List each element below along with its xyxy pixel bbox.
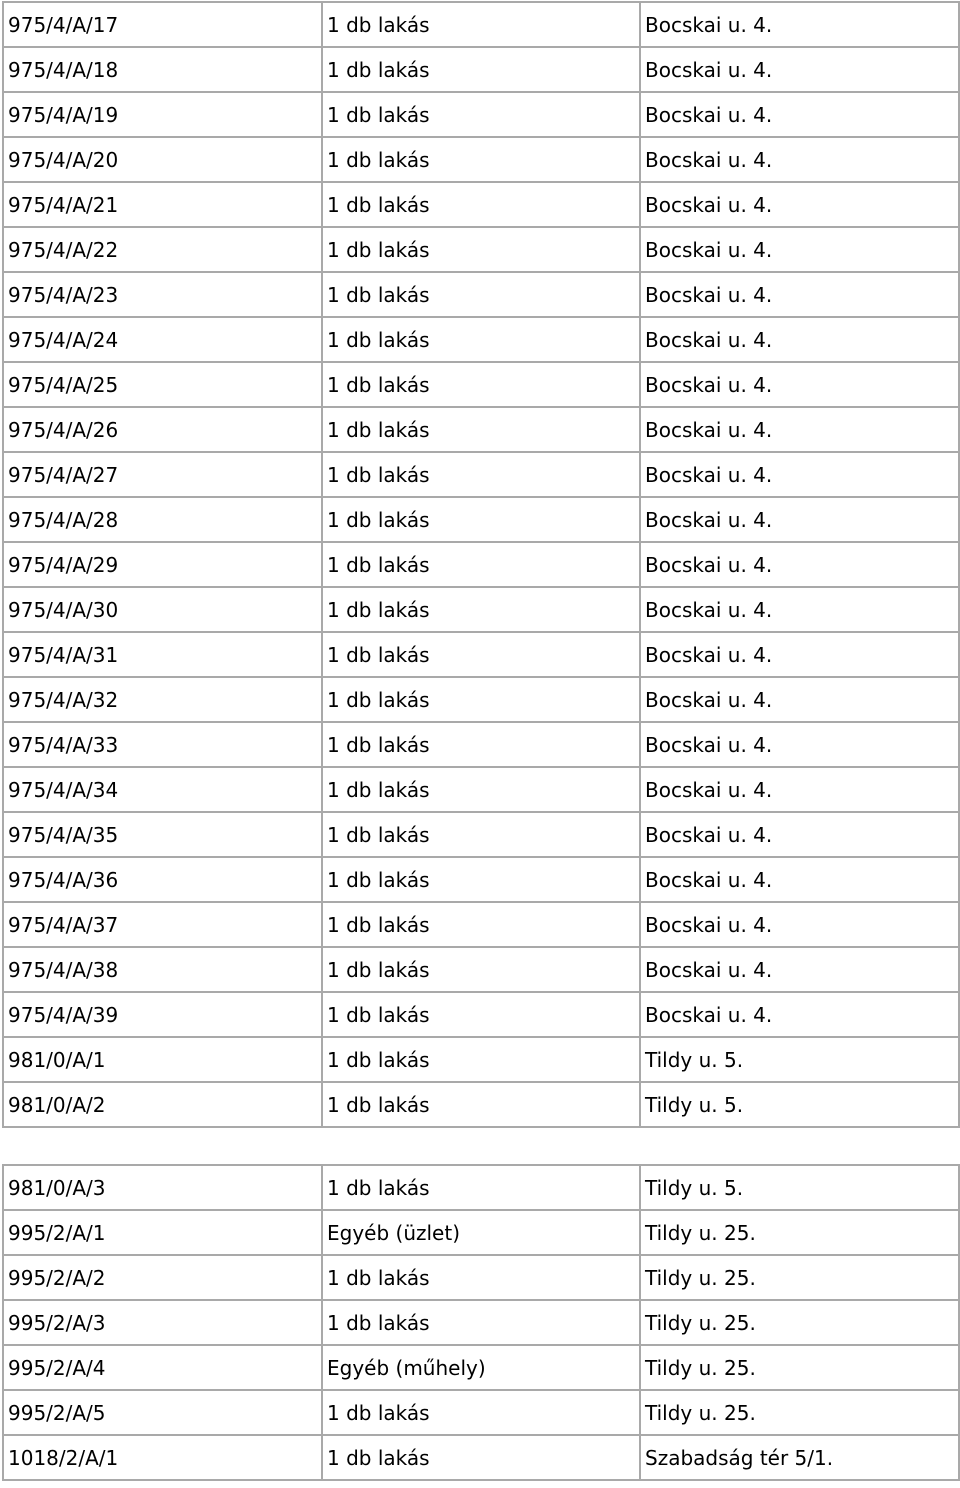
property-type-cell: 1 db lakás	[322, 2, 640, 47]
address-cell: Bocskai u. 4.	[640, 812, 959, 857]
parcel-number-cell: 975/4/A/39	[3, 992, 322, 1037]
property-type-cell: 1 db lakás	[322, 1435, 640, 1480]
address-cell: Bocskai u. 4.	[640, 857, 959, 902]
parcel-number-cell: 981/0/A/2	[3, 1082, 322, 1127]
address-cell: Bocskai u. 4.	[640, 902, 959, 947]
property-type-cell: 1 db lakás	[322, 587, 640, 632]
address-cell: Szabadság tér 5/1.	[640, 1435, 959, 1480]
parcel-number-cell: 975/4/A/33	[3, 722, 322, 767]
parcel-number-cell: 975/4/A/36	[3, 857, 322, 902]
address-cell: Bocskai u. 4.	[640, 497, 959, 542]
table-row	[3, 1255, 959, 1300]
property-type-cell: 1 db lakás	[322, 1037, 640, 1082]
parcel-number-cell: 975/4/A/22	[3, 227, 322, 272]
table-row	[3, 137, 959, 182]
parcel-number-cell: 995/2/A/4	[3, 1345, 322, 1390]
parcel-number-cell: 975/4/A/30	[3, 587, 322, 632]
table-row	[3, 722, 959, 767]
parcel-number-cell: 975/4/A/35	[3, 812, 322, 857]
address-cell: Bocskai u. 4.	[640, 452, 959, 497]
table-row	[3, 767, 959, 812]
parcel-number-cell: 975/4/A/27	[3, 452, 322, 497]
table-row	[3, 182, 959, 227]
property-type-cell: 1 db lakás	[322, 767, 640, 812]
address-cell: Tildy u. 25.	[640, 1255, 959, 1300]
address-cell: Bocskai u. 4.	[640, 677, 959, 722]
address-cell: Bocskai u. 4.	[640, 317, 959, 362]
parcel-number-cell: 975/4/A/21	[3, 182, 322, 227]
property-type-cell: 1 db lakás	[322, 182, 640, 227]
address-cell: Bocskai u. 4.	[640, 587, 959, 632]
table-row	[3, 1345, 959, 1390]
table-row	[3, 92, 959, 137]
table-row	[3, 227, 959, 272]
table-row	[3, 542, 959, 587]
property-table-lower	[2, 1164, 960, 1481]
address-cell: Tildy u. 5.	[640, 1037, 959, 1082]
parcel-number-cell: 975/4/A/18	[3, 47, 322, 92]
parcel-number-cell: 1018/2/A/1	[3, 1435, 322, 1480]
parcel-number-cell: 975/4/A/25	[3, 362, 322, 407]
table-row	[3, 452, 959, 497]
table-row	[3, 317, 959, 362]
table-row	[3, 677, 959, 722]
parcel-number-cell: 995/2/A/2	[3, 1255, 322, 1300]
property-type-cell: 1 db lakás	[322, 497, 640, 542]
address-cell: Bocskai u. 4.	[640, 272, 959, 317]
address-cell: Bocskai u. 4.	[640, 407, 959, 452]
property-type-cell: 1 db lakás	[322, 1390, 640, 1435]
table-row	[3, 812, 959, 857]
address-cell: Bocskai u. 4.	[640, 947, 959, 992]
parcel-number-cell: 981/0/A/3	[3, 1165, 322, 1210]
property-type-cell: 1 db lakás	[322, 1255, 640, 1300]
parcel-number-cell: 975/4/A/29	[3, 542, 322, 587]
parcel-number-cell: 975/4/A/17	[3, 2, 322, 47]
property-type-cell: 1 db lakás	[322, 272, 640, 317]
property-type-cell: 1 db lakás	[322, 722, 640, 767]
address-cell: Bocskai u. 4.	[640, 632, 959, 677]
property-type-cell: 1 db lakás	[322, 227, 640, 272]
address-cell: Bocskai u. 4.	[640, 2, 959, 47]
table-row	[3, 362, 959, 407]
address-cell: Bocskai u. 4.	[640, 542, 959, 587]
address-cell: Bocskai u. 4.	[640, 227, 959, 272]
table-row	[3, 1037, 959, 1082]
address-cell: Tildy u. 25.	[640, 1390, 959, 1435]
table-row	[3, 1435, 959, 1480]
property-type-cell: 1 db lakás	[322, 857, 640, 902]
table-row	[3, 47, 959, 92]
property-table-upper	[2, 1, 960, 1128]
address-cell: Tildy u. 5.	[640, 1082, 959, 1127]
property-type-cell: 1 db lakás	[322, 1300, 640, 1345]
property-type-cell: 1 db lakás	[322, 92, 640, 137]
parcel-number-cell: 981/0/A/1	[3, 1037, 322, 1082]
property-type-cell: 1 db lakás	[322, 812, 640, 857]
address-cell: Tildy u. 25.	[640, 1210, 959, 1255]
property-type-cell: 1 db lakás	[322, 47, 640, 92]
parcel-number-cell: 995/2/A/1	[3, 1210, 322, 1255]
property-type-cell: 1 db lakás	[322, 947, 640, 992]
table-row	[3, 947, 959, 992]
table-row	[3, 1165, 959, 1210]
parcel-number-cell: 975/4/A/23	[3, 272, 322, 317]
property-type-cell: 1 db lakás	[322, 1165, 640, 1210]
property-type-cell: 1 db lakás	[322, 677, 640, 722]
parcel-number-cell: 975/4/A/37	[3, 902, 322, 947]
property-type-cell: 1 db lakás	[322, 1082, 640, 1127]
property-type-cell: 1 db lakás	[322, 992, 640, 1037]
property-type-cell: 1 db lakás	[322, 452, 640, 497]
parcel-number-cell: 975/4/A/20	[3, 137, 322, 182]
table-row	[3, 857, 959, 902]
table-row	[3, 902, 959, 947]
table-row	[3, 1210, 959, 1255]
parcel-number-cell: 975/4/A/31	[3, 632, 322, 677]
table-row	[3, 2, 959, 47]
property-type-cell: 1 db lakás	[322, 317, 640, 362]
table-row	[3, 632, 959, 677]
parcel-number-cell: 975/4/A/24	[3, 317, 322, 362]
parcel-number-cell: 995/2/A/3	[3, 1300, 322, 1345]
table-row	[3, 497, 959, 542]
address-cell: Tildy u. 5.	[640, 1165, 959, 1210]
property-type-cell: 1 db lakás	[322, 137, 640, 182]
address-cell: Bocskai u. 4.	[640, 182, 959, 227]
table-row	[3, 407, 959, 452]
address-cell: Tildy u. 25.	[640, 1300, 959, 1345]
property-type-cell: 1 db lakás	[322, 542, 640, 587]
table-row	[3, 1390, 959, 1435]
property-type-cell: Egyéb (üzlet)	[322, 1210, 640, 1255]
parcel-number-cell: 975/4/A/28	[3, 497, 322, 542]
property-type-cell: 1 db lakás	[322, 407, 640, 452]
parcel-number-cell: 975/4/A/34	[3, 767, 322, 812]
parcel-number-cell: 975/4/A/38	[3, 947, 322, 992]
address-cell: Bocskai u. 4.	[640, 92, 959, 137]
address-cell: Bocskai u. 4.	[640, 362, 959, 407]
address-cell: Bocskai u. 4.	[640, 47, 959, 92]
address-cell: Bocskai u. 4.	[640, 137, 959, 182]
table-row	[3, 587, 959, 632]
property-type-cell: Egyéb (műhely)	[322, 1345, 640, 1390]
parcel-number-cell: 975/4/A/19	[3, 92, 322, 137]
address-cell: Bocskai u. 4.	[640, 992, 959, 1037]
address-cell: Bocskai u. 4.	[640, 722, 959, 767]
property-type-cell: 1 db lakás	[322, 362, 640, 407]
property-type-cell: 1 db lakás	[322, 632, 640, 677]
property-type-cell: 1 db lakás	[322, 902, 640, 947]
table-row	[3, 1300, 959, 1345]
parcel-number-cell: 975/4/A/26	[3, 407, 322, 452]
table-row	[3, 272, 959, 317]
table-row	[3, 992, 959, 1037]
parcel-number-cell: 975/4/A/32	[3, 677, 322, 722]
table-row	[3, 1082, 959, 1127]
address-cell: Tildy u. 25.	[640, 1345, 959, 1390]
parcel-number-cell: 995/2/A/5	[3, 1390, 322, 1435]
address-cell: Bocskai u. 4.	[640, 767, 959, 812]
